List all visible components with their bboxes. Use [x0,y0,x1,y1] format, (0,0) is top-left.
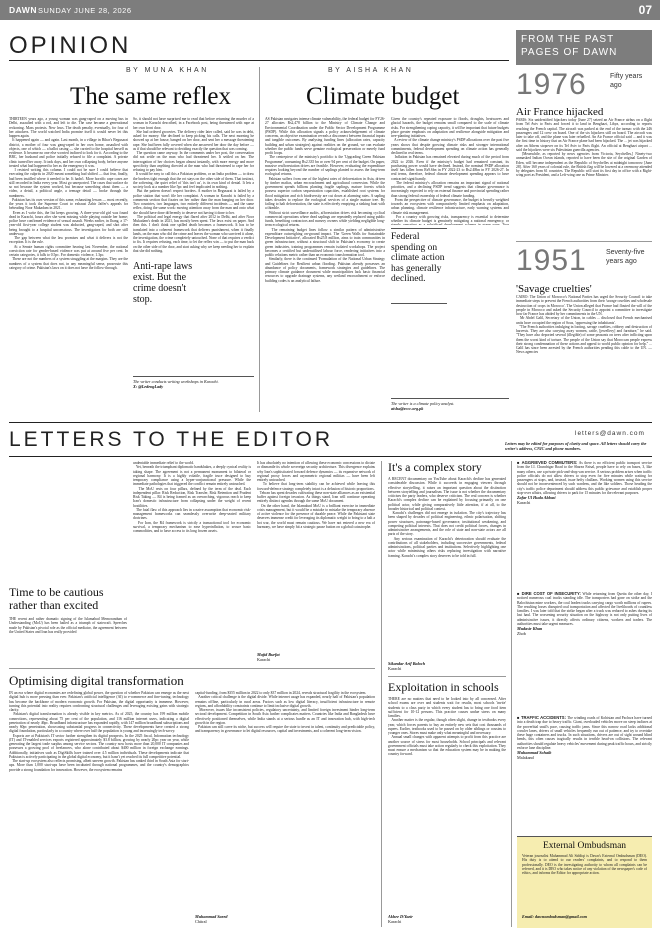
letters-top-rule [9,422,652,423]
short-letter-1-mark: ■ [517,461,522,465]
short-letter-1 [517,461,652,589]
opinion-2-bio [391,398,509,411]
short-letter-3-city: Malakand [517,755,534,760]
opinion-1-bio [133,376,254,389]
opinion-2-title: Climate budget [306,83,460,110]
short-letter-3-mark: ■ [517,716,521,720]
pull-quote-rape-laws [133,261,193,305]
opinion-divider [259,67,260,412]
pull-quote-2-text: Federal spending on climate action has generally declined. [391,232,445,284]
short-letter-3-text: The winding roads of Kohistan and Pachwa have turned into a death trap due to heavy traffic. Giant, overloaded vehicles move on steep inclines at the proverbial snail's pace, causing traffic jams. Since this narrow road lacks additional crawler lanes, drivers of small vehicles frequently run out of patience, and try to overtake these huge containers and trucks. In such situations, drivers are out of sight around blind bends, this often causes tragically results in terrible head-on collisions. The relevant authorities should regulate heavy vehicles' movement during peak traffic hours, and strictly enforce lane discipline. [517,716,652,750]
letter-1-text: THE recent and rather dramatic signing of the Islamabad Memorandum of Understanding (MoU) has been hailed as a triumph of statecraft. Speeches made by Pakistan's pivotal role as the official mediator, the agreement between the United States and Iran has really provided [9,617,127,634]
savage-cruelties-title: 'Savage cruelties' [516,283,592,295]
seventy-five-years-ago: Seventy-five years ago [606,249,645,265]
letter-2-text: IN an era where digital economies are redefining global power, the question of whether Pakistan can emerge as the next digital hub is more pressing than ever. Pakistan's artificial intelligence (AI) to e-commerce and fine-tuning, technology has become the backbone of modern economic growth. For Pakistan, the digital opportunity is immense. However, turning this potential into reality requires confronting structural challenges and leveraging existing gains with strategic clarity. Pakistan's digital transformation is already visible in key metrics. As of 2025, the country has 199 million mobile connections, representing about 75 per cent of the population, and 116 million internet users, indicating a digital penetration of nearly 46pc. Broadband infrastructure has expanded rapidly, with 147 million broadband subscriptions and nearly 60pc penetration, showcasing substantial progress in connectivity. These developments have created a strong digital foundation, particularly in a country where over half the population is young and increasingly tech-savvy. Exports are at Pakistan's IT sector further strengthen its digital prospects. In the 2025 fiscal, Information technology (IT) and IT-enabled services exports registered approximately $3.8 billion, growing by nearly 20pc year on year, while generating the largest trade surplus among service sectors. The country now hosts more than 20,000 IT companies and possesses a growing pool of freelancers, who alone contributed about $400 million in foreign exchange earnings. Additionally, initiatives such as DigiSkills have trained over 4.5 million individuals. These developments indicate that Pakistan is actively participating in the global digital economy, but it hasn't yet reached its full competitive potential. The start-up ecosystem also reflects promising, albeit uneven growth. Pakistan has ranked third in South Asia for start-ups. More than 1,000 start-ups have been incubated through national programmes, and the country's demographics provide a strong foundation for innovation. However, the ecosystem remains [9,691,189,772]
letter-4-title [388,680,499,695]
letter-1-text-2: undeniable immediate relief to the world. Yet, beneath the triumphant diplomatic handshakes, a deeply cynical reality is taking shape. The agreement is not a permanent monument to bilateral or regional harmony. It is a highly volatile, fragile truce designed to buy temporary compliance using a hyper-conjunctional pressure. While the immediate pathologies that triggered the conflict remain entirely untouched. The MoU rests on four pillars, defined by the term of the deal. Each independent pillar: Risk Reduction, Risk Transfer, Risk Retention and Prudent Risk Taking — R4 is being framed as an overarching, vigorous reach to keep Iran's domestic infrastructure from collapsing under the weight of recent hostilities. The fatal flaw of this approach lies in a naive assumption that economic risk-management frameworks can seamlessly overwrite deep-seated military doctrines. For Iran, the R4 framework is strictly a transactional tool for economic survival, a temporary mechanism to ease hyperinflation, to secure basic commodities, and to have access to its long frozen assets. [133,461,251,533]
opinion-section-title: OPINION [9,32,132,59]
letter-3-title-text: It's a complex story [388,460,482,474]
short-letter-3-signature: Muhammad Sohaib [517,750,552,755]
letter-3-title [388,460,482,475]
short-letter-3 [517,716,652,831]
past-text-2: CAIRO: The Union of Morocco's National Parties has urged the Security Council to take immediate steps to prevent the French authorities from their 'savage cruelties and wholesale destruction of crops in Morocco'. The Union alleged that France had flouted the will of the people in Morocco and asked the Security Council to appoint a committee to investigate how far France has abided by her commitments in the UN. Mr Abdel Galil, Secretary of the Union, in cables ... disclosed that French mechanised units have occupied the region of Sous, 'oppressing the inhabitants'. "The French authorities indulging in looting, savage cruelties, robbery and destruction of harvests. They are also carrying away women, cattle, [jewellery] and furniture," he said. "They have also deported several (illegible) of some peasants on trees after inflicting upon them the worst kind of torture. The people of the Union say that Moroccan people express their strong condemnation of these actions and appeal to world public opinion for help." ... Galil has since been arrested by the French authorities pending this cable to the UN. — News agencies [516,295,652,355]
short-letter-1-text: As there is no efficient public transport service from the I.I. Chundrigar Road to the Sharea Faisal, people have to rely on buses, 3, like many others, use a private pick-and-drop van service. A serious problem arises when traffic police officials do not allow drivers to stop even for five minutes while waiting for passengers at stops, and, instead, issue hefty challans. Working women using this service should not be inconvenienced by such wardens, and the like soldiers. Those heading the city's traffic police department should address this public grievance and establish proper stop-over affairs, allowing drivers to park for 15 minutes for the relevant purposes. [517,461,652,495]
letters-divider-2 [511,461,512,927]
short-letter-2-city: Zhob [517,631,526,636]
masthead-date: SUNDAY JUNE 28, 2026 [38,6,132,15]
bio-2-text: The writer is a climate policy analyst. [391,401,455,406]
year-1976: 1976 [516,68,587,101]
air-france-title: Air France hijacked [516,106,604,118]
opinion-2-text-a: AS Pakistan navigates intense climate vulnerability, the federal budget for FY26-27 allocates Rs2,478 billion to the Ministry of Climate Change and Environmental Coordination under the Public Sector Development Programme (PSDP). While this allocation signals a policy acknowledgement of climate concerns, an objective examination reveals a disconnect between financial inputs and tangible outcomes. By analysing funding lines (allocation rates, capacity building and urban strategies) against realities on the ground, we can evaluate whether the public funds serve genuine ecological preservation or merely fund profit loops. The centrepiece of the ministry's portfolio is the 'Upgrading Green Pakistan Programme', consuming Rs2.335 bn or over 94 per cent of the budget. On paper, massive reafforestation drives are feasible. However, evaluating the expenditure requires looking beyond the number of saplings planted to assess the long-term ecological returns. Pakistan suffers from one of the highest rates of deforestation in Asia, driven by timber mafias, urban encroachment and agricultural conversion. While the government spends billions planting fragile saplings, mature forests which possess superior carbon sequestration capacities, established root systems for flood mitigation and rich biodiversity are cut down at alarming rates. A sapling takes decades to replace the ecological services of a single mature tree. By failing to halt deforestation, the state is effectively emptying a sinking boat with a thimble. Without strict surveillance audits, afforestation drives risk becoming cyclical commercial operations where dead saplings are repeatedly replaced using public funds, benefiting contractors and nursery owners while yielding negligible long-term ecological returns. The remaining budget lines follow a similar pattern of administrative expenditure outweighing on-ground impact. The 'Green Walls for Sustainable Development Initiative', allocated Rs25.8 million, aims to train communities in green infrastructure, without a structural shift in Pakistan's economy to create green industries, training programmes remain isolated workshops. The project becomes a certified but underutilised labour force, rendering initiatives into a public relations metric rather than an economic transformation tool. Similarly, there is the continued 'Formulation of the National Urban Strategy and Guidelines for Resilient urban flooding. Pakistan already possesses an abundance of policy documents, framework strategies and guidelines. The primary climate guidance document while municipalities lack basic financial resources to upgrade drainage systems, any wetland encroachment or enforce building codes is an analytical failure. [265,117,385,283]
short-letter-1-head: AGGRIEVED COMMUTERS: [521,461,578,465]
letter-3-text: A RECENT documentary on YouTube about Karachi's decline has generated considerable discussion. While it succeeds in engaging viewers through effective storytelling, it raises an important question about the distinction between storytelling and journalism. The issue is not whether the documentary criticises the party leaders, who deserve criticism. The real concern is whether Karachi's complex decline can be explained by focusing primarily on one political actor, while giving comparatively little attention, if at all, to the broader historical and political context. Karachi's challenges did not emerge in isolation. The city's trajectory has been shaped by decades of political engineering, ethnic polarisation, shifting power structures, patronage-based governance, institutional weakening, and competing political interests. That does not credit political forces, changes in administrative arrangements, and the role of state and non-state actors are all parts of the story. Any serious examination of Karachi's deterioration should evaluate the contributions of all stakeholders, including successive governments, federal administrations, political parties and institutions. Selectively highlighting one actor while minimising others risks replacing investigation with narrative framing. Karachi's complex story deserves to be told in full. [388,477,506,558]
ombudsman-box [517,836,652,928]
letters-divider-1 [381,461,382,927]
short-letter-2-mark: ■ [517,592,522,596]
letters-email: letters@dawn.com [575,430,645,437]
past-pages-title: FROM THE PAST PAGES OF DAWN [521,34,618,58]
letter-4-text: THERE are no matters that need to be looked into by all concerned. After school exams are over and students wait for results, most schools 'invite' students to a class party in which every student has to bring one food item sufficient for 10-12 persons. This practice causes undue stress on many families. Another matter is the regular, though often slight, change in textbooks every year, which forces parents to buy an entirely new sets that cost thousands of rupees. Earlier, textbooks used to be passed on by older siblings or cousins to younger ones. Stores must make only what meaningful and necessary. Annual small changes with apparent attempts to profit from this practice are another source of stress for most households. School principals and relevant government officials must take action regularly to check this exploitation. They must ensure a mechanism so that the education system may be in making the country forward. [388,697,506,757]
short-letter-2-head: DIRE COST OF INSECURITY: [521,592,581,596]
short-letter-3-head: TRAFFIC ACCIDENTS: [520,716,566,720]
opinion-1-text-a: THIRTEEN years ago, a young woman was gang-raped on a moving bus in Delhi, assaulted with a rod, and left to die. The case became a generational reckoning. Mass protests. New laws. The death penalty, eventually, for four of her attackers. The world watched India promise itself it would never let this happen again. It happened again — and again. Last month, in a village in Bihar's Begusarai district, a mother of four was gang-raped in her own home, assaulted with objects, one of which — a ballot casing — she carried to the hospital herself as evidence. It became no one else worried inclined to look for it. According to the BBC, her husband and police initially refused to file a complaint. A private clinic turned her away. It took days, and her own collapsing body, before anyone treated what had happened to her as the emergency it was. I resisted writing this column. I could not be sure I could believe that executing the culprits in 2020 meant something had shifted — that fear, finally, had been instilled where it needed to be. It hadn't. More horrific rape cases are still recorded in India every year. Most go unreported. The cases that surface do so not because the system worked, but because something about them — a video, a detail, a political angle, a teenage detail — broke through the numbness. Pakistan has its own version of this same, exhausting lesson — most recently, the years it took the Supreme Court to exhaust Zahir Jaffer's appeals for beheading Noor Mukadam in 2021. Even as I write this, the list keeps growing. A three-year-old girl was found dead in Karachi, hours after she went missing while playing outside her home; police have confirmed evidence of sexual assault. Weeks earlier, in Jhang, a 17-year-old first-year college student was abducted, gang-raped, and shot after being brought to a hospital unconscious. The investigators for both are still underway. The gap between what the law promises and what it delivers is not the exception. It is the rule. At a Senate human rights committee hearing last November, the national conviction rate for gender-based violence was put at around five per cent. In certain categories, it falls to 0.5pc. For domestic violence, 1.3pc. These are not the numbers of a system struggling at the margins. They are the numbers of a system that does not, in any meaningful sense, prosecute this category of crime. Pakistan's laws on it does not have the follow-through. [9,117,128,270]
ombudsman-title: External Ombudsman [542,841,627,851]
page-number: 07 [638,3,652,17]
letter-4-rule [388,676,506,677]
letters-rule [9,456,652,457]
letter-2-signature: Muhammad Saeed [195,914,228,919]
letter-3-signature: Sikandar Arif Baloch [388,661,426,666]
letters-note: Letters may be edited for purposes of clarity and space. All letters should carry the writer's address, CNIC and phone numbers. [505,441,647,451]
letter-4-signature: Akhee D/Yazir [388,914,413,919]
short-letter-2-signature: Mudasir Khan [517,626,543,631]
past-title-1 [516,102,652,116]
letter-2-title-text: Optimising digital transformation [9,673,184,688]
opinion-2-text-b: Given the country's repeated exposure to floods, droughts, heatwaves and glacial hazards, the budget remains small compared to the scale of climate risks. For strengthening coping capacity, it will be important that future budgets place greater emphasis on adaptation and resilience alongside mitigation and tree-planting initiatives. A review of the climate change ministry's PSDP allocations over the past five years shows that despite growing climate risks and stronger international commitments, federal development spending on climate action has generally declined in real terms. Inflation in Pakistan has remained elevated during much of the period from 2022 to 2026. Even if the ministry's budget had remained constant, its purchasing power would have declined. Instead, the nominal PSDP allocation itself has fallen from Rs9.6bn in FY 2022-23 to Rs2.48bn in FY 2026-27. In real terms, therefore, federal climate development spending appears to have contracted significantly. The federal ministry's allocation remains an important signal of national priorities, and a declining PSDP trend suggests that climate governance is increasingly expected to rely on external finance and provincial spending rather than strong federal ownership of federal climate funding. From the perspective of climate governance, the budget is heavily weighted towards an ecosystem with comparatively limited emphasis on adaptation, urban planning, climate resilience infrastructure, early warning systems and climate risk management. For a country with growing risks, transparency is essential to determine whether its climate budget is genuinely mitigating a national emergency, or [391,117,509,223]
letter-2-title [9,673,184,689]
byline-aisha-khan: BY AISHA KHAN [328,67,414,74]
bio-2-email: aisha@eccc.org.pk [391,406,424,411]
letter-1-text-3: It has absolutely no intention of allowing these economic concessions to dictate or dismantle its whole sovereign security architecture. This divergence explains why Iran's sophisticated forward defence dynamics — its expansive network of regional proxy forces and asymmetric regional militias — have been left entirely untouched. To believe that long-term stability can be achieved while leaving this forward-defence strategy completely intact is a delusion of historic proportions. Tehran has spent decades cultivating these non-state alliances as an existential buffer against foreign invasion. As things stand, Iran will continue operating entirely distinct agendas through the same MoU document. On the other hand, the Islamabad MoU is a brilliant exercise in immediate crisis management, but it would be a mistake to mistake the temporary absence of active violence for the presence of durable peace. While the Pakistani state deserves immense credit for leveraging its diplomatic weight to bring to a halt a hot war, the world must remain cautious. We have not entered a new era of harmony, we have simply hit a strategic pause button on a global catastrophe. [257,461,375,529]
past-pages-header [516,30,652,65]
opinion-rule [9,60,509,61]
letter-2-text-2: capital-funding, from $355 million in 2022 to only $37 million in 2024, reveals structural fragility in the ecosystem. Another critical challenge is the digital divide. While internet usage has expanded, nearly half of Pakistan's population remains offline, particularly in rural areas. Factors such as low digital literacy, insufficient infrastructure in remote regions, and affordability constraints continue to limit inclusive digital growth. Moreover, issues like inconsistent policies, regulatory uncertainty, and limited foreign investment hinder long-term sectoral development. Competition in South Asia further complicates matters. Countries like India and Bangladesh have effectively positioned themselves, while India stands at a serious hurdle as an IT and innovation hub, with high-tech growth in the region. Pakistan can still carve its niche, but success will require the state to invest in talent, continuity and predictable policy, and transparency in governance to let digital resources, capital and investments, and a coherent long-term vision. [195,691,375,734]
letter-2-city: Chitral [195,919,207,924]
letter-1-title-text: Time to be cautious rather than excited [9,585,104,612]
ombudsman-text: Veteran journalist Muhammad Ali Siddiqi is Dawn's External Ombudsman (DEO). His duty is to attend to our readers' complaints, and to respond to them professionally. DEO is the investigating authority to whom all complaints can be referred, and it is DEO who takes notice of any violation of the newspaper's code of ethics, and informs the Editor for appropriate action. [522,854,647,875]
fifty-years-ago: Fifty years ago [610,73,643,89]
letters-section-title: LETTERS TO THE EDITOR [9,428,334,451]
letter-3-city: Karachi [388,666,402,671]
ombudsman-email: Email: dawnombudsman@gmail.com [522,914,587,919]
bio-handle: X: @LedengLady [133,384,164,389]
letter-1-city: Karachi [257,657,271,662]
opinion-2-text-c [451,228,509,306]
masthead [0,0,660,20]
pull-quote-text: Anti-rape laws exist. But the crime doesn't stop. [133,261,193,305]
past-title-2 [516,279,652,293]
letter-4-title-text: Exploitation in schools [388,680,499,694]
letter-1-title [9,586,127,612]
opinion-1-text-b: So, it should not have surprised me to read that before returning the murder of a woman in Karachi described, in a Facebook post, being threatened with rape at her own front door. She had ordered groceries. The delivery rider later called, said he was in debt, asked for money. She declined to keep picking his calls. The next morning he showed up at her house, banged on her door, and sent her a message threatening rape. She had been fully covered when she answered her door the day before — as if that should be relevant to deciding exactly the question that was coming. The question came anyway. In the comments under her post, the conversation did not settle on the man who had threatened her. It settled on her. The interrogation of her choices began almost instantly, with more energy and more specificity than anything directed at the man who had threatened to rape her for refusing to pay him. It would be easy to call this a Pakistan problem, or an India problem — to draw the borders tight enough that the rot stays on the other side of them. That instinct, the softening, the quiet relief of 'this isn't us', is its own kind of denial. It lets a society look at a number like 5pc and feel implicated in nothing. But the pattern doesn't respect borders. A mother in Begusarai is failed by a police station that won't file her complaint. A woman in Karachi is failed by a comments section that fixates on her rather than the man banging on her door. Two countries, two languages, two entirely different incidents — and the same reflex, doing the same work: moving attention away from the man and onto what she should have done differently to deserve not having it done to her. The political and legal energy that flared after 2012 in Delhi, and after Noor Mukadam's death in 2021, has mostly been spent. The laws exist on paper. And then this. I don't think one spilled death becomes a framework. It has to be translated into a coherent framework that delivers punishment, when it finally lands, on the man who did the crime and leaves the woman who survived it alone, the investigation, the crime completely untouched. None of that requires a verdict to fix. It requires refusing, each time, to let the reflex win — to put the man back on the other side of the door, and start asking why we keep needing her to explain that she did nothing. [133,117,254,253]
short-letter-2-text: While returning from Quetta the other day, I noticed numerous coal trucks standing idle. The transporters had gone on strike and the Balochistan mine workers, the coal leaden trucks carrying cargo worth millions of rupees. The resulting losses disrupted coal transportation and affected the livelihoods of countless families. I was later told that the strike began after a truck was reduced to ashes during its last haul. The worsening security situation on the highway is not only putting lives of administrative issues, it directly affects ordinary citizens, workers and traders. The authorities must take urgent measures. [517,592,652,626]
year-1951: 1951 [516,244,587,277]
masthead-paper: DAWN [9,5,37,15]
pull-quote-federal [391,228,447,304]
short-letter-2 [517,592,652,712]
opinion-1-title: The same reflex [70,83,232,110]
past-text-1: PARIS: Six unidentified hijackers today [June 27] seized an Air France airbus on a flight from Tel Aviv to Paris and forced it to land in Benghazi, Libya, according to reports reaching the French capital. The aircraft was parked at the end of the tarmac with the 246 passengers and 12 crew on board. One of the six hijackers still on board. The aircraft was later to take off, and the plane was later refuelled. An Air France official said ... and it was the first time in history that an Air France plane had been hijacked. The ... jet was hijacked after an Athens stopover on its Tel Aviv to Paris flight. An official at Benghazi airport ... said the hijackers were six Palestinian guerrilla agencies. [Meanwhile, as reported by news agencies from Victoria, Seychelles,] Ninety-two unmasked Indian Ocean islands, reported to have been the site of the original Garden of Eden, will become independent as the Republic of Seychelles at midnight tomorrow [June 28]. After 160 years of colonial rule, the British flag will be lowered at a ceremony attended by delegates from 61 countries. The Republic will start its first day in office with a Right-wing poet as President, and a Left-wing one as Prime Minister. [516,118,652,178]
letter-1-signature: Majid Burfat [257,652,280,657]
letter-4-city: Karachi [388,919,402,924]
short-letter-1-city: Karachi [517,500,531,505]
letter-2-rule [9,668,375,669]
bio-text: The writer conducts writing workshops in Karachi. [133,379,219,384]
past-rule [516,241,652,242]
byline-muna-khan: BY MUNA KHAN [126,67,209,74]
short-letter-1-signature: Zafar Ul Huda Abbasi [517,495,556,500]
